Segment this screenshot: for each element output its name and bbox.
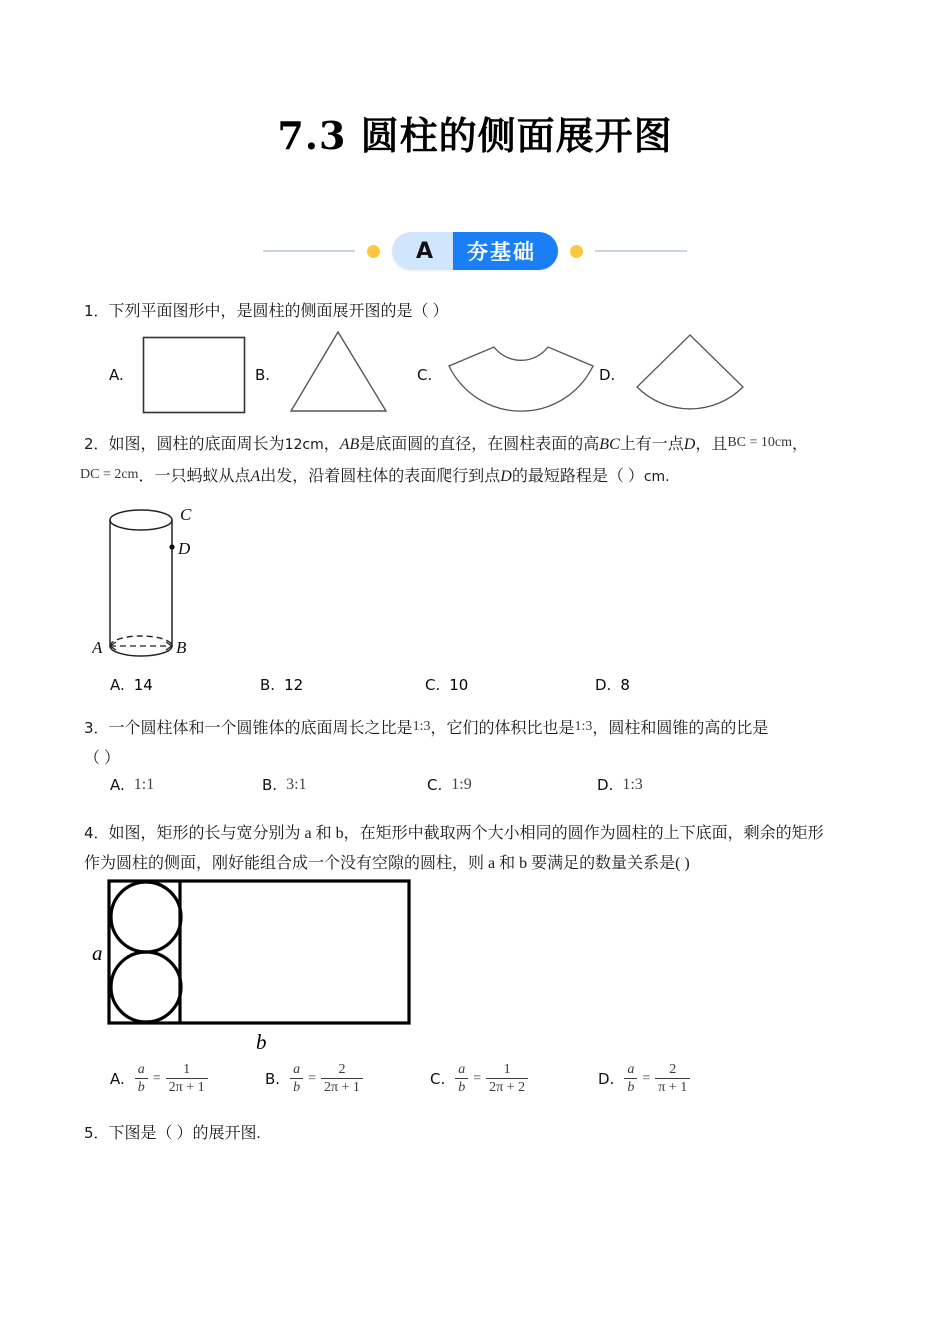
rect-label-b: b bbox=[256, 1030, 267, 1054]
question-4-text bbox=[84, 818, 824, 879]
question-1-number: 1． bbox=[84, 302, 109, 320]
o4d-den-r: π + 1 bbox=[655, 1078, 690, 1095]
option-2-c[interactable] bbox=[425, 676, 595, 694]
q3-ratio-1: 1:3 bbox=[412, 719, 431, 734]
q2-D2: D bbox=[500, 468, 512, 485]
option-1-b-triangle-shape[interactable] bbox=[286, 330, 390, 414]
question-2-text bbox=[80, 428, 809, 492]
option-4-a-label: A. bbox=[110, 1069, 125, 1088]
badge-dot-left bbox=[367, 245, 380, 258]
o4b-num-l: a bbox=[293, 1062, 301, 1077]
option-3-d[interactable] bbox=[597, 776, 643, 794]
option-2-b[interactable] bbox=[260, 676, 425, 694]
q2-D: D bbox=[683, 436, 696, 453]
q2-math-bc: BC = 10cm bbox=[727, 435, 793, 450]
section-badge bbox=[0, 232, 950, 270]
q2-t8: 出发，沿着圆柱体的表面爬行到点 bbox=[260, 468, 501, 485]
q3-t3: ，圆柱和圆锥的高的比是 bbox=[592, 720, 769, 737]
rect-label-a: a bbox=[92, 941, 103, 965]
option-2-c-value: 10 bbox=[449, 676, 469, 694]
option-3-c-label: C. bbox=[427, 776, 443, 794]
badge-line-left bbox=[263, 250, 355, 252]
q2-A: A bbox=[250, 468, 261, 485]
o4b-den-l: b bbox=[290, 1078, 303, 1095]
option-2-d-value: 8 bbox=[620, 676, 630, 694]
question-4-options bbox=[110, 1062, 750, 1095]
question-4-line-2: 作为圆柱的侧面，刚好能组合成一个没有空隙的圆柱，则 a 和 b 要满足的数量关系是( ) bbox=[84, 855, 690, 872]
question-2-line-2 bbox=[80, 460, 808, 492]
o4b-num-r: 2 bbox=[338, 1062, 346, 1077]
cylinder-label-A: A bbox=[92, 638, 103, 657]
q2-t4: 上有一点 bbox=[619, 436, 684, 453]
option-1-a-label[interactable]: A. bbox=[109, 366, 124, 384]
o4a-den-l: b bbox=[135, 1078, 148, 1095]
option-1-d-circular-sector-shape[interactable] bbox=[629, 332, 749, 414]
option-2-b-value: 12 bbox=[284, 676, 304, 694]
option-3-b[interactable] bbox=[262, 776, 427, 794]
q2-t7: ．一只蚂蚁从点 bbox=[138, 468, 251, 485]
cylinder-label-B: B bbox=[176, 638, 187, 657]
o4a-num-l: a bbox=[137, 1062, 145, 1077]
question-3-number: 3． bbox=[84, 719, 109, 737]
o4c-den-r: 2π + 2 bbox=[486, 1078, 528, 1095]
q2-AB: AB bbox=[339, 436, 360, 453]
question-5-text bbox=[84, 1118, 261, 1149]
option-1-c-label[interactable]: C. bbox=[417, 366, 433, 384]
option-3-a-value: 1:1 bbox=[133, 776, 155, 793]
q2-t2: ， bbox=[323, 436, 340, 453]
question-3-options bbox=[110, 776, 730, 794]
option-3-a-label: A. bbox=[110, 776, 125, 794]
question-1-body: 下列平面图形中，是圆柱的侧面展开图的是（ ） bbox=[108, 303, 449, 320]
option-2-a-value: 14 bbox=[133, 676, 153, 694]
badge-pill bbox=[392, 232, 558, 270]
option-4-d-label: D. bbox=[598, 1069, 615, 1088]
option-4-c[interactable] bbox=[430, 1062, 598, 1095]
q2-t5: ，且 bbox=[695, 436, 728, 453]
question-4-rectangle-figure bbox=[90, 876, 430, 1054]
o4c-num-l: a bbox=[458, 1062, 466, 1077]
option-4-a-value: $\frac{a}{b}$ = $\frac{1}{2\pi + 1}$ bbox=[134, 1062, 209, 1095]
q3-t1: 一个圆柱体和一个圆锥体的底面周长之比是 bbox=[108, 720, 413, 737]
question-4-number: 4． bbox=[84, 824, 109, 842]
option-4-d-value: $\frac{a}{b}$ = $\frac{2}{\pi + 1}$ bbox=[623, 1062, 691, 1095]
option-3-b-value: 3:1 bbox=[286, 776, 307, 793]
option-3-b-label: B. bbox=[262, 776, 278, 794]
option-2-c-label: C. bbox=[425, 676, 441, 694]
o4b-den-r: 2π + 1 bbox=[321, 1078, 363, 1095]
option-3-c[interactable] bbox=[427, 776, 597, 794]
option-4-b[interactable] bbox=[265, 1062, 430, 1095]
q4-t1: 如图，矩形的长与宽分别为 a 和 b，在矩形中截取两个大小相同的圆作为圆柱的上下底面，剩余的矩形 bbox=[108, 825, 824, 842]
q2-BC: BC bbox=[599, 436, 620, 453]
cylinder-label-C: C bbox=[180, 505, 192, 524]
badge-letter: A bbox=[392, 232, 453, 270]
question-5-number: 5． bbox=[84, 1124, 109, 1142]
option-3-c-value: 1:9 bbox=[451, 776, 472, 793]
q2-12cm: 12cm bbox=[284, 437, 324, 453]
option-4-d[interactable] bbox=[598, 1062, 691, 1095]
o4c-den-l: b bbox=[455, 1078, 468, 1095]
o4d-num-l: a bbox=[627, 1062, 635, 1077]
o4d-den-l: b bbox=[624, 1078, 637, 1095]
option-2-d-label: D. bbox=[595, 676, 612, 694]
question-2-cylinder-figure bbox=[92, 498, 222, 670]
option-4-a[interactable] bbox=[110, 1062, 265, 1095]
q2-math-dc: DC = 2cm bbox=[80, 467, 139, 482]
q3-t2: ，它们的体积比也是 bbox=[430, 720, 575, 737]
badge-dot-right bbox=[570, 245, 583, 258]
q3-ratio-2: 1:3 bbox=[574, 719, 593, 734]
q2-t6: ， bbox=[792, 436, 809, 453]
badge-label: 夯基础 bbox=[453, 232, 558, 270]
question-3-text bbox=[84, 712, 768, 774]
option-2-b-label: B. bbox=[260, 676, 276, 694]
question-4-line-1 bbox=[84, 818, 824, 849]
q2-t3: 是底面圆的直径，在圆柱表面的高 bbox=[359, 436, 600, 453]
page-title: 7.3 圆柱的侧面展开图 bbox=[277, 113, 673, 158]
option-3-a[interactable] bbox=[110, 776, 262, 794]
q2-cm: cm. bbox=[643, 469, 670, 485]
option-2-d[interactable] bbox=[595, 676, 630, 694]
q2-t1: 如图，圆柱的底面周长为 bbox=[108, 436, 285, 453]
option-3-d-label: D. bbox=[597, 776, 614, 794]
option-4-c-label: C. bbox=[430, 1069, 446, 1088]
option-4-b-label: B. bbox=[265, 1069, 281, 1088]
question-3-line-2: （ ） bbox=[84, 750, 121, 767]
option-4-b-value: $\frac{a}{b}$ = $\frac{2}{2\pi + 1}$ bbox=[289, 1062, 364, 1095]
o4c-num-r: 1 bbox=[503, 1062, 511, 1077]
option-4-c-value: $\frac{a}{b}$ = $\frac{1}{2\pi + 2}$ bbox=[454, 1062, 529, 1095]
option-1-b-label[interactable]: B. bbox=[255, 366, 271, 384]
o4a-den-r: 2π + 1 bbox=[166, 1078, 208, 1095]
question-2-options bbox=[110, 676, 730, 694]
option-2-a-label: A. bbox=[110, 676, 125, 694]
option-1-d-label[interactable]: D. bbox=[599, 366, 616, 384]
question-3-line-1 bbox=[84, 712, 768, 744]
badge-line-right bbox=[595, 250, 687, 252]
q2-t9: 的最短路程是（ ） bbox=[511, 468, 644, 485]
option-1-c-annulus-sector-shape[interactable] bbox=[446, 338, 596, 412]
cylinder-label-D: D bbox=[178, 539, 191, 558]
question-1-options bbox=[84, 330, 864, 422]
option-3-d-value: 1:3 bbox=[622, 776, 643, 793]
option-1-a-rectangle-shape[interactable] bbox=[142, 336, 246, 414]
o4a-num-r: 1 bbox=[183, 1062, 191, 1077]
option-2-a[interactable] bbox=[110, 676, 260, 694]
o4d-num-r: 2 bbox=[669, 1062, 677, 1077]
question-2-number: 2． bbox=[84, 435, 109, 453]
question-5-body: 下图是（ ）的展开图. bbox=[108, 1125, 261, 1142]
question-1-text bbox=[84, 296, 449, 327]
question-2-line-1 bbox=[84, 428, 808, 460]
